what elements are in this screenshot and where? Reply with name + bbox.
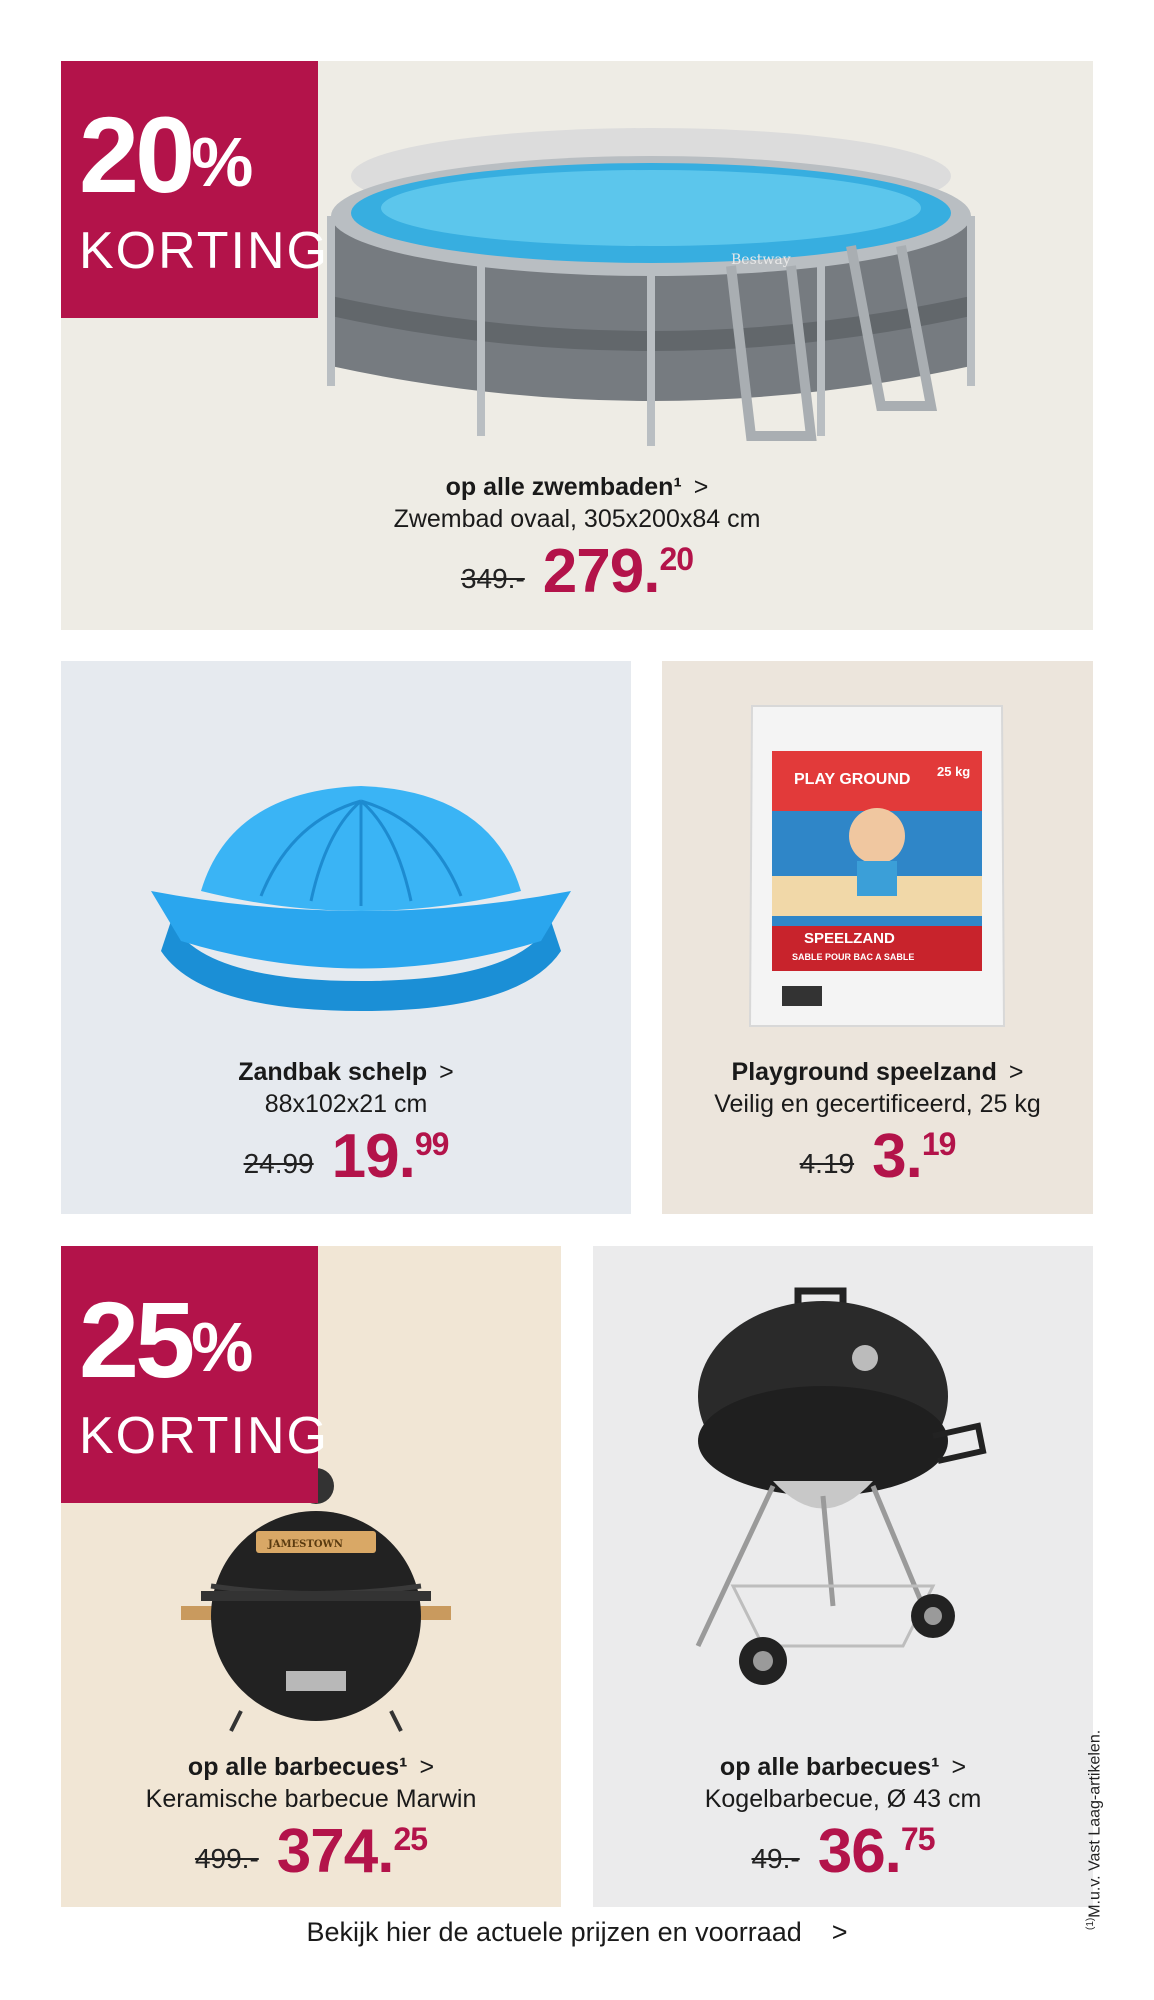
playsand-bag-image (742, 696, 1012, 1041)
price-main: 36. (817, 1817, 901, 1886)
pool-image (291, 116, 1011, 456)
view-prices-link-text: Bekijk hier de actuele prijzen en voorraad (306, 1917, 802, 1947)
sandbox-image (141, 781, 581, 1021)
pool-card[interactable] (61, 61, 1093, 630)
badge-label: KORTING (79, 1407, 329, 1465)
price-main: 374. (276, 1817, 394, 1886)
sandbox-subtitle: 88x102x21 cm (264, 1090, 428, 1118)
kettle-bbq-subtitle: Kogelbarbecue, Ø 43 cm (704, 1785, 982, 1813)
badge-label: KORTING (79, 222, 329, 280)
kamado-brand-text: JAMESTOWN (268, 1539, 343, 1550)
chevron-right-icon: > (439, 1058, 454, 1086)
chevron-right-icon: > (831, 1917, 848, 1947)
price-cents: 20 (659, 541, 694, 577)
view-prices-link[interactable] (0, 1917, 1154, 1948)
old-price: 499.- (194, 1843, 259, 1874)
disclaimer-marker: (1) (1085, 1917, 1096, 1930)
bag-logo-text: PLAY GROUND (794, 771, 911, 788)
pool-title: op alle zwembaden¹ (445, 473, 682, 501)
price-main: 279. (542, 537, 660, 606)
price-cents: 75 (900, 1821, 935, 1857)
pool-info (61, 471, 1093, 606)
disclaimer-text: M.u.v. Vast Laag-artikelen. (1086, 1729, 1104, 1918)
sandbox-card[interactable] (61, 661, 631, 1214)
chevron-right-icon: > (419, 1753, 435, 1781)
disclaimer (1085, 1730, 1104, 1930)
chevron-right-icon: > (693, 473, 709, 501)
bag-sublabel-text: SABLE POUR BAC A SABLE (792, 952, 915, 962)
sandbox-title: Zandbak schelp (238, 1058, 428, 1086)
discount-badge (61, 61, 329, 318)
playsand-title-link[interactable] (662, 1056, 1093, 1088)
price-cents: 25 (393, 1821, 428, 1857)
bag-label-text: SPEELZAND (804, 930, 895, 947)
kettle-bbq-price-row (593, 1817, 1093, 1886)
playsand-price-row (662, 1122, 1093, 1191)
pool-price-row (61, 537, 1093, 606)
new-price (872, 1122, 956, 1191)
bag-weight-text: 25 kg (937, 764, 971, 779)
kamado-card[interactable] (61, 1246, 561, 1907)
sandbox-info (61, 1056, 631, 1191)
sandbox-price-row (61, 1122, 631, 1191)
badge-percent-symbol: % (191, 123, 254, 201)
kamado-image (181, 1466, 451, 1736)
kamado-price-row (61, 1817, 561, 1886)
kamado-title-link[interactable] (61, 1751, 561, 1783)
price-main: 19. (331, 1122, 415, 1191)
old-price: 24.99 (243, 1148, 314, 1179)
badge-percent-symbol: % (191, 1308, 254, 1386)
kamado-info (61, 1751, 561, 1886)
kamado-title: op alle barbecues¹ (187, 1753, 408, 1781)
price-main: 3. (872, 1122, 922, 1191)
old-price: 49.- (751, 1843, 800, 1874)
kettle-bbq-title: op alle barbecues¹ (719, 1753, 940, 1781)
kamado-subtitle: Keramische barbecue Marwin (145, 1785, 477, 1813)
kettle-bbq-image (693, 1286, 993, 1686)
price-cents: 99 (414, 1126, 449, 1162)
pool-subtitle: Zwembad ovaal, 305x200x84 cm (393, 505, 761, 533)
pool-brand-text: Bestway (731, 252, 791, 268)
new-price (817, 1817, 935, 1886)
price-cents: 19 (921, 1126, 956, 1162)
new-price (276, 1817, 428, 1886)
badge-percent: 25 (79, 1279, 192, 1400)
old-price: 4.19 (799, 1148, 855, 1179)
kettle-bbq-title-link[interactable] (593, 1751, 1093, 1783)
kettle-bbq-info (593, 1751, 1093, 1886)
playsand-card[interactable] (662, 661, 1093, 1214)
badge-percent: 20 (79, 94, 192, 215)
playsand-subtitle: Veilig en gecertificeerd, 25 kg (714, 1090, 1041, 1118)
chevron-right-icon: > (951, 1753, 967, 1781)
sandbox-title-link[interactable] (61, 1056, 631, 1088)
playsand-info (662, 1056, 1093, 1191)
pool-title-link[interactable] (61, 471, 1093, 503)
kettle-bbq-card[interactable] (593, 1246, 1093, 1907)
chevron-right-icon: > (1008, 1058, 1024, 1086)
playsand-title: Playground speelzand (731, 1058, 997, 1086)
new-price (331, 1122, 449, 1191)
discount-badge (61, 1246, 329, 1503)
new-price (542, 537, 694, 606)
old-price: 349.- (460, 563, 525, 594)
